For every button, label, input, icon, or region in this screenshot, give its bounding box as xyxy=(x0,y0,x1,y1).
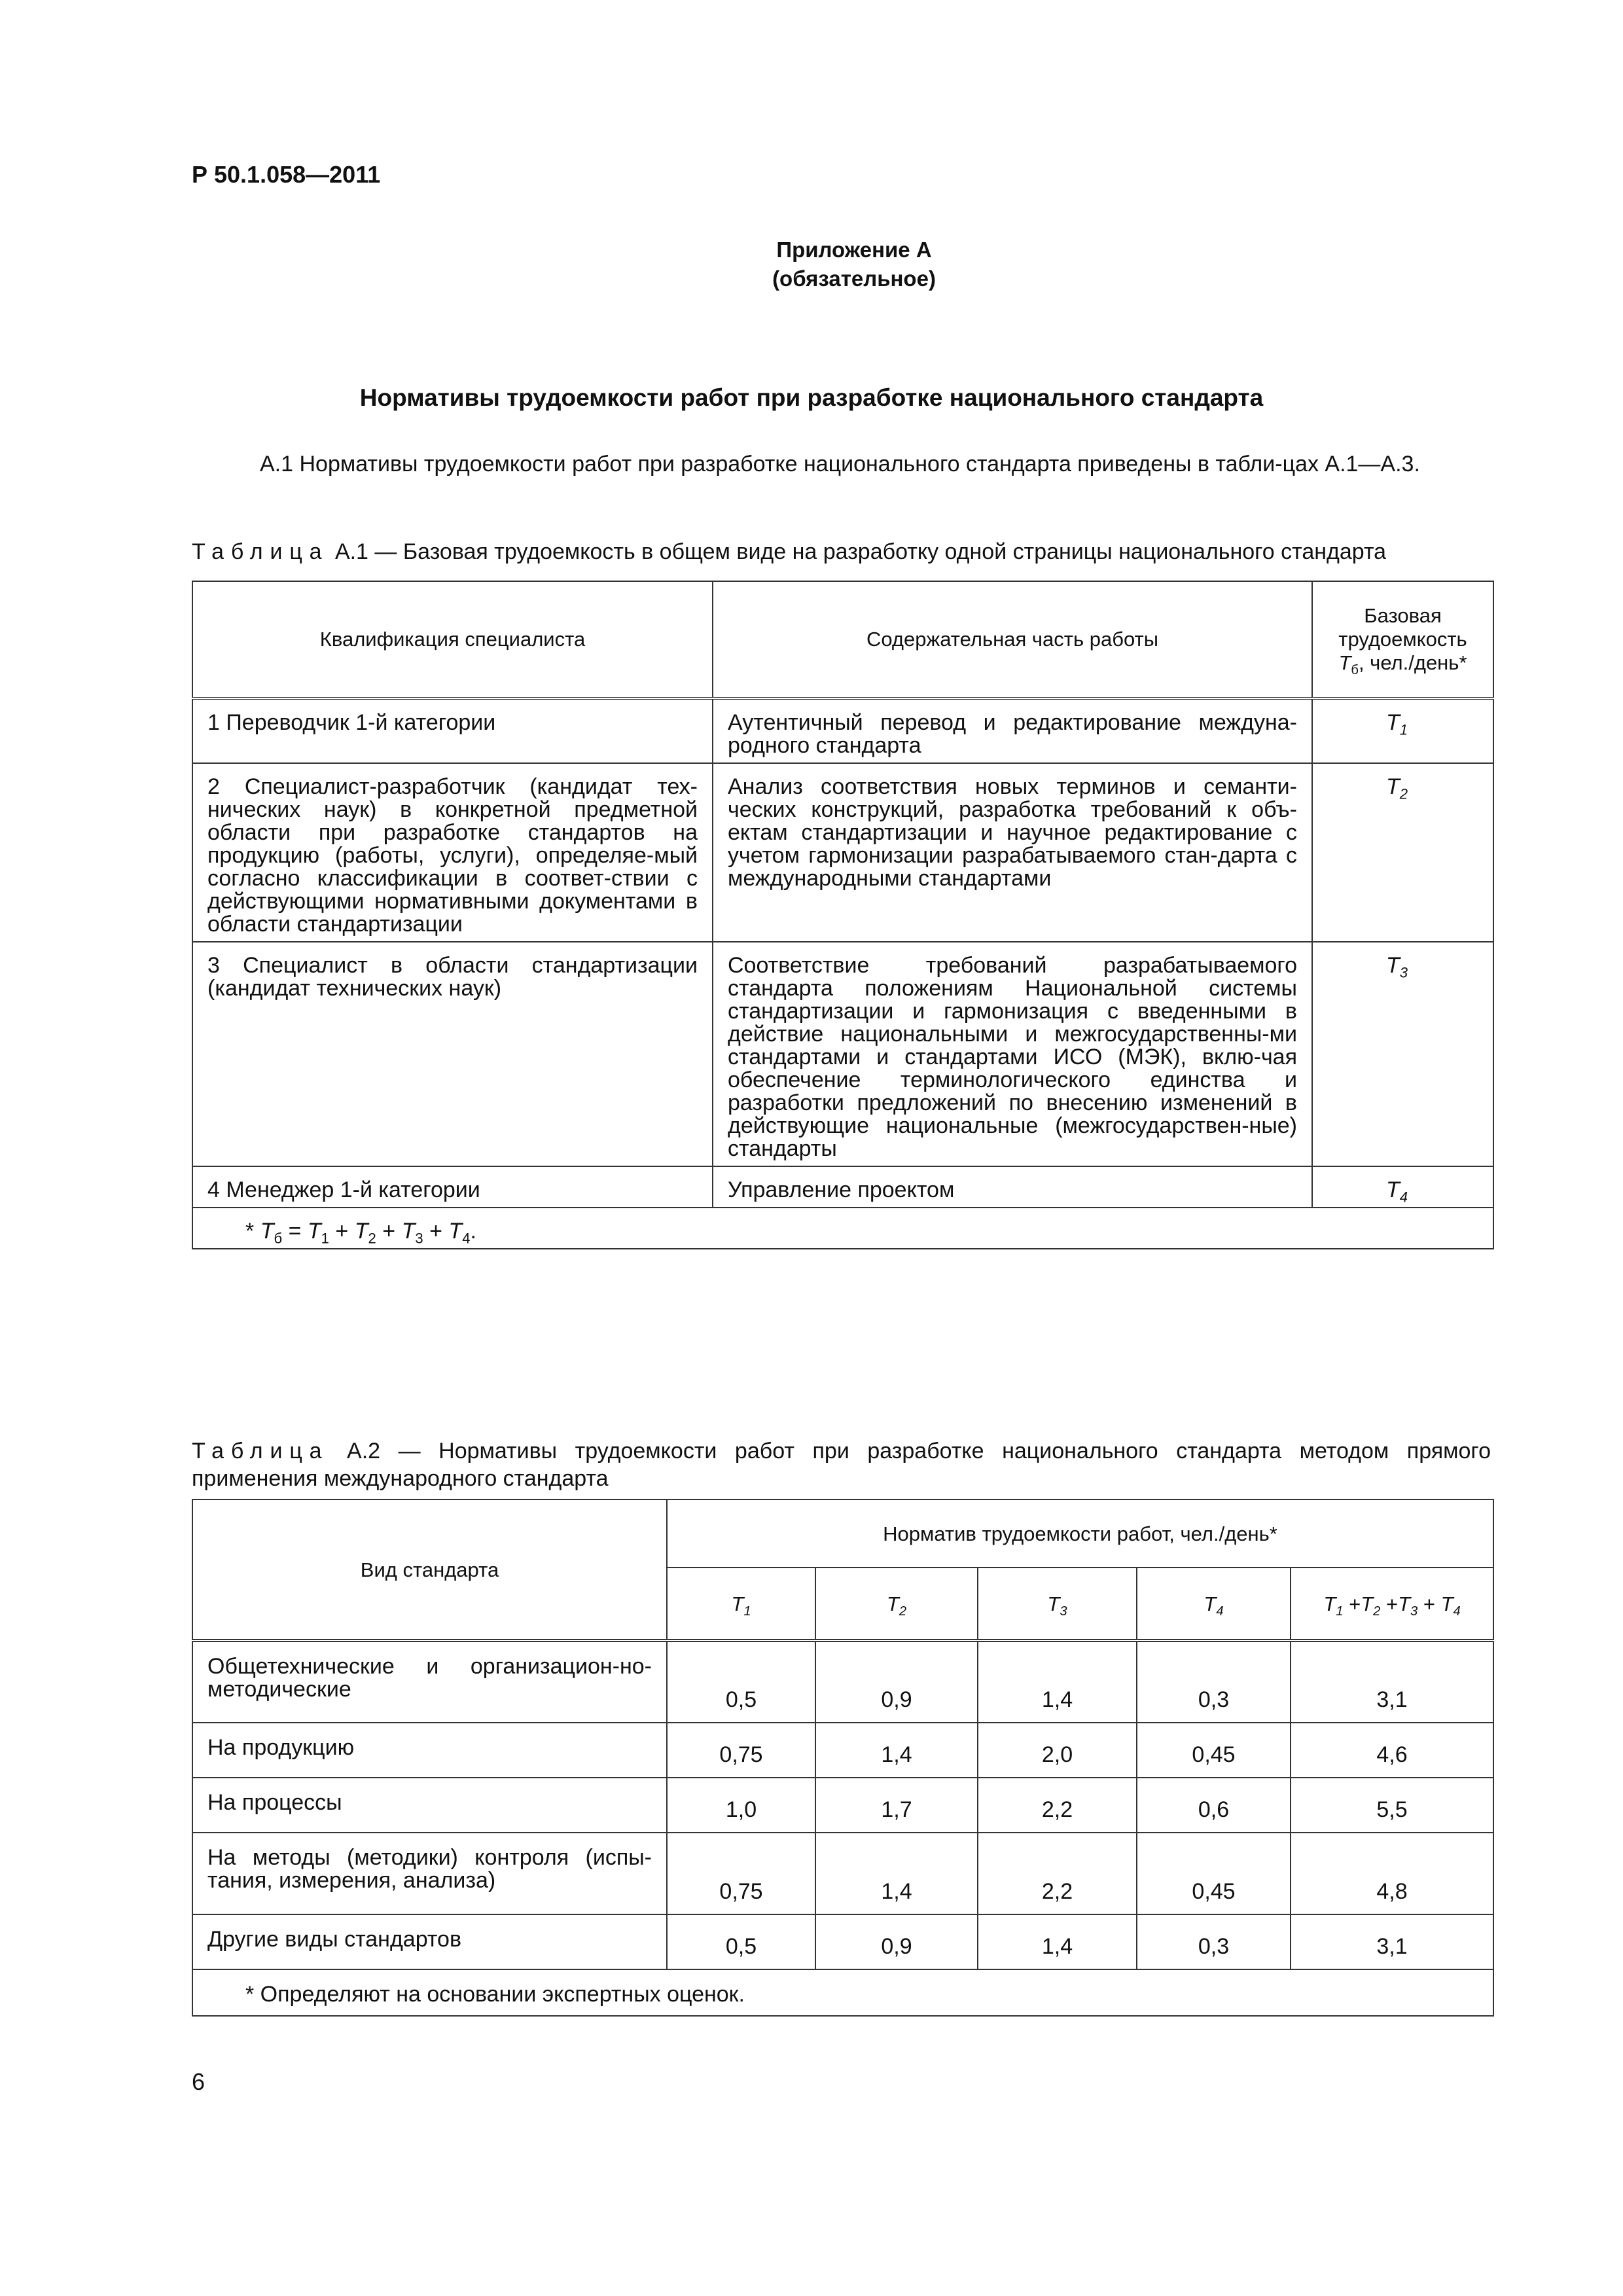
value-cell: 3,1 xyxy=(1291,1641,1493,1723)
row-label: На процессы xyxy=(192,1778,667,1833)
value-cell: 1,4 xyxy=(978,1641,1137,1723)
value-cell: 0,6 xyxy=(1137,1778,1291,1833)
value-cell: 1,7 xyxy=(815,1778,978,1833)
header-base-symbol: T xyxy=(1338,651,1351,674)
annex-status: (обязательное) xyxy=(772,266,936,291)
table-row xyxy=(192,942,1493,1166)
table-a2-caption xyxy=(192,1437,1491,1492)
effort-symbol: T xyxy=(1385,710,1400,735)
effort-sub: 2 xyxy=(1399,785,1408,802)
header-total: $T_1 +T_2 +T_3 + T_4$ xyxy=(1291,1568,1493,1641)
qualification-cell: 1 Переводчик 1-й категории xyxy=(192,698,713,763)
header-content: Содержательная часть работы xyxy=(713,581,1312,698)
qualification-cell: 4 Менеджер 1-й категории xyxy=(192,1166,713,1208)
content-cell: Анализ соответствия новых терминов и семанти-ческих конструкций, разработка требований к объ-ектам стандартизации и научное редактирование с учетом гармонизации разрабатываемого стан-дарта с международными стандартами xyxy=(713,763,1312,942)
table-a2-header-row xyxy=(192,1499,1493,1568)
effort-sub: 3 xyxy=(1399,964,1408,981)
value-cell: 0,3 xyxy=(1137,1914,1291,1969)
value-cell: 0,5 xyxy=(667,1641,815,1723)
row-label: На методы (методики) контроля (испы-тания, измерения, анализа) xyxy=(192,1833,667,1914)
table-a1-caption xyxy=(192,538,1491,565)
header-qualification: Квалификация специалиста xyxy=(192,581,713,698)
value-cell: 0,9 xyxy=(815,1641,978,1723)
document-code: Р 50.1.058—2011 xyxy=(192,161,381,188)
table-row xyxy=(192,1723,1493,1778)
value-cell: 1,4 xyxy=(815,1833,978,1914)
qualification-cell: 2 Специалист-разработчик (кандидат тех-нических наук) в конкретной предметной области при разработке стандартов на продукцию (работы, услуги), определяе-мый согласно классификации в соответ-ствии с действующими нормативными документами в области стандартизации xyxy=(192,763,713,942)
header-base-unit: , чел./день* xyxy=(1358,651,1467,674)
table-a2-caption-label: Таблица xyxy=(192,1439,329,1463)
value-cell: 0,45 xyxy=(1137,1723,1291,1778)
content-cell: Соответствие требований разрабатываемого стандарта положениям Национальной системы стандартизации и гармонизация с введенными в действие национальными и межгосударственны-ми стандартами и стандартами ИСО (МЭК), вклю-чая обеспечение терминологического единства и разработки предложений по внесению изменений в действующие национальные (межгосударствен-ные) стандарты xyxy=(713,942,1312,1166)
header-norm: Норматив трудоемкости работ, чел./день* xyxy=(667,1499,1493,1568)
table-a2-footnote: * Определяют на основании экспертных оценок. xyxy=(192,1969,1493,2016)
row-label: Общетехнические и организацион-но-методические xyxy=(192,1641,667,1723)
table-a1 xyxy=(192,581,1494,1249)
table-row xyxy=(192,1914,1493,1969)
table-a1-caption-text: А.1 — Базовая трудоемкость в общем виде на разработку одной страницы национального стандарта xyxy=(334,539,1387,564)
header-kind: Вид стандарта xyxy=(192,1499,667,1641)
table-row xyxy=(192,698,1493,763)
table-row xyxy=(192,763,1493,942)
table-row xyxy=(192,1641,1493,1723)
header-t2: $T_2$ xyxy=(815,1568,978,1641)
effort-sub: 4 xyxy=(1399,1189,1408,1206)
effort-symbol: T xyxy=(1385,1177,1400,1202)
value-cell: 1,4 xyxy=(978,1914,1137,1969)
value-cell: 0,3 xyxy=(1137,1641,1291,1723)
effort-cell xyxy=(1312,763,1493,942)
value-cell: 0,9 xyxy=(815,1914,978,1969)
header-t4: $T_4$ xyxy=(1137,1568,1291,1641)
table-a1-footnote-row xyxy=(192,1208,1493,1249)
main-title: Нормативы трудоемкости работ при разработке национального стандарта xyxy=(359,384,1264,411)
page-number: 6 xyxy=(192,2068,205,2095)
value-cell: 1,0 xyxy=(667,1778,815,1833)
value-cell: 0,45 xyxy=(1137,1833,1291,1914)
qualification-cell: 3 Специалист в области стандартизации (кандидат технических наук) xyxy=(192,942,713,1166)
effort-cell xyxy=(1312,942,1493,1166)
intro-paragraph: А.1 Нормативы трудоемкости работ при разработке национального стандарта приведены в табли-цах А.1—А.3. xyxy=(260,452,1420,476)
value-cell: 2,2 xyxy=(978,1778,1137,1833)
effort-symbol: T xyxy=(1385,774,1400,799)
row-label: На продукцию xyxy=(192,1723,667,1778)
effort-sub: 1 xyxy=(1399,721,1408,738)
value-cell: 0,75 xyxy=(667,1723,815,1778)
effort-symbol: T xyxy=(1385,953,1400,978)
annex-title: Приложение А xyxy=(776,238,932,262)
content-cell: Аутентичный перевод и редактирование междуна-родного стандарта xyxy=(713,698,1312,763)
value-cell: 2,2 xyxy=(978,1833,1137,1914)
value-cell: 4,6 xyxy=(1291,1723,1493,1778)
table-a2 xyxy=(192,1499,1494,2017)
row-label: Другие виды стандартов xyxy=(192,1914,667,1969)
header-base-effort xyxy=(1312,581,1493,698)
table-a1-header-row xyxy=(192,581,1493,698)
value-cell: 3,1 xyxy=(1291,1914,1493,1969)
value-cell: 0,5 xyxy=(667,1914,815,1969)
header-t1: $T_1$ xyxy=(667,1568,815,1641)
annex-heading xyxy=(0,236,1623,293)
value-cell: 2,0 xyxy=(978,1723,1137,1778)
table-a2-footnote-row xyxy=(192,1969,1493,2016)
value-cell: 5,5 xyxy=(1291,1778,1493,1833)
value-cell: 1,4 xyxy=(815,1723,978,1778)
header-base-line2: трудоемкость xyxy=(1338,628,1467,651)
header-base-sub: б xyxy=(1351,663,1359,678)
value-cell: 0,75 xyxy=(667,1833,815,1914)
table-row xyxy=(192,1166,1493,1208)
content-cell: Управление проектом xyxy=(713,1166,1312,1208)
table-a1-footnote: * $T_б = T_1 + T_2 + T_3 + T_4$. xyxy=(192,1208,1493,1249)
table-row xyxy=(192,1778,1493,1833)
effort-cell xyxy=(1312,698,1493,763)
header-base-line1: Базовая xyxy=(1364,604,1442,627)
table-row xyxy=(192,1833,1493,1914)
value-cell: 4,8 xyxy=(1291,1833,1493,1914)
table-a2-caption-text: А.2 — Нормативы трудоемкости работ при разработке национального стандарта методом прямого применения международного стандарта xyxy=(192,1439,1491,1491)
table-a1-caption-label: Таблица xyxy=(192,539,329,564)
effort-cell xyxy=(1312,1166,1493,1208)
header-t3: $T_3$ xyxy=(978,1568,1137,1641)
